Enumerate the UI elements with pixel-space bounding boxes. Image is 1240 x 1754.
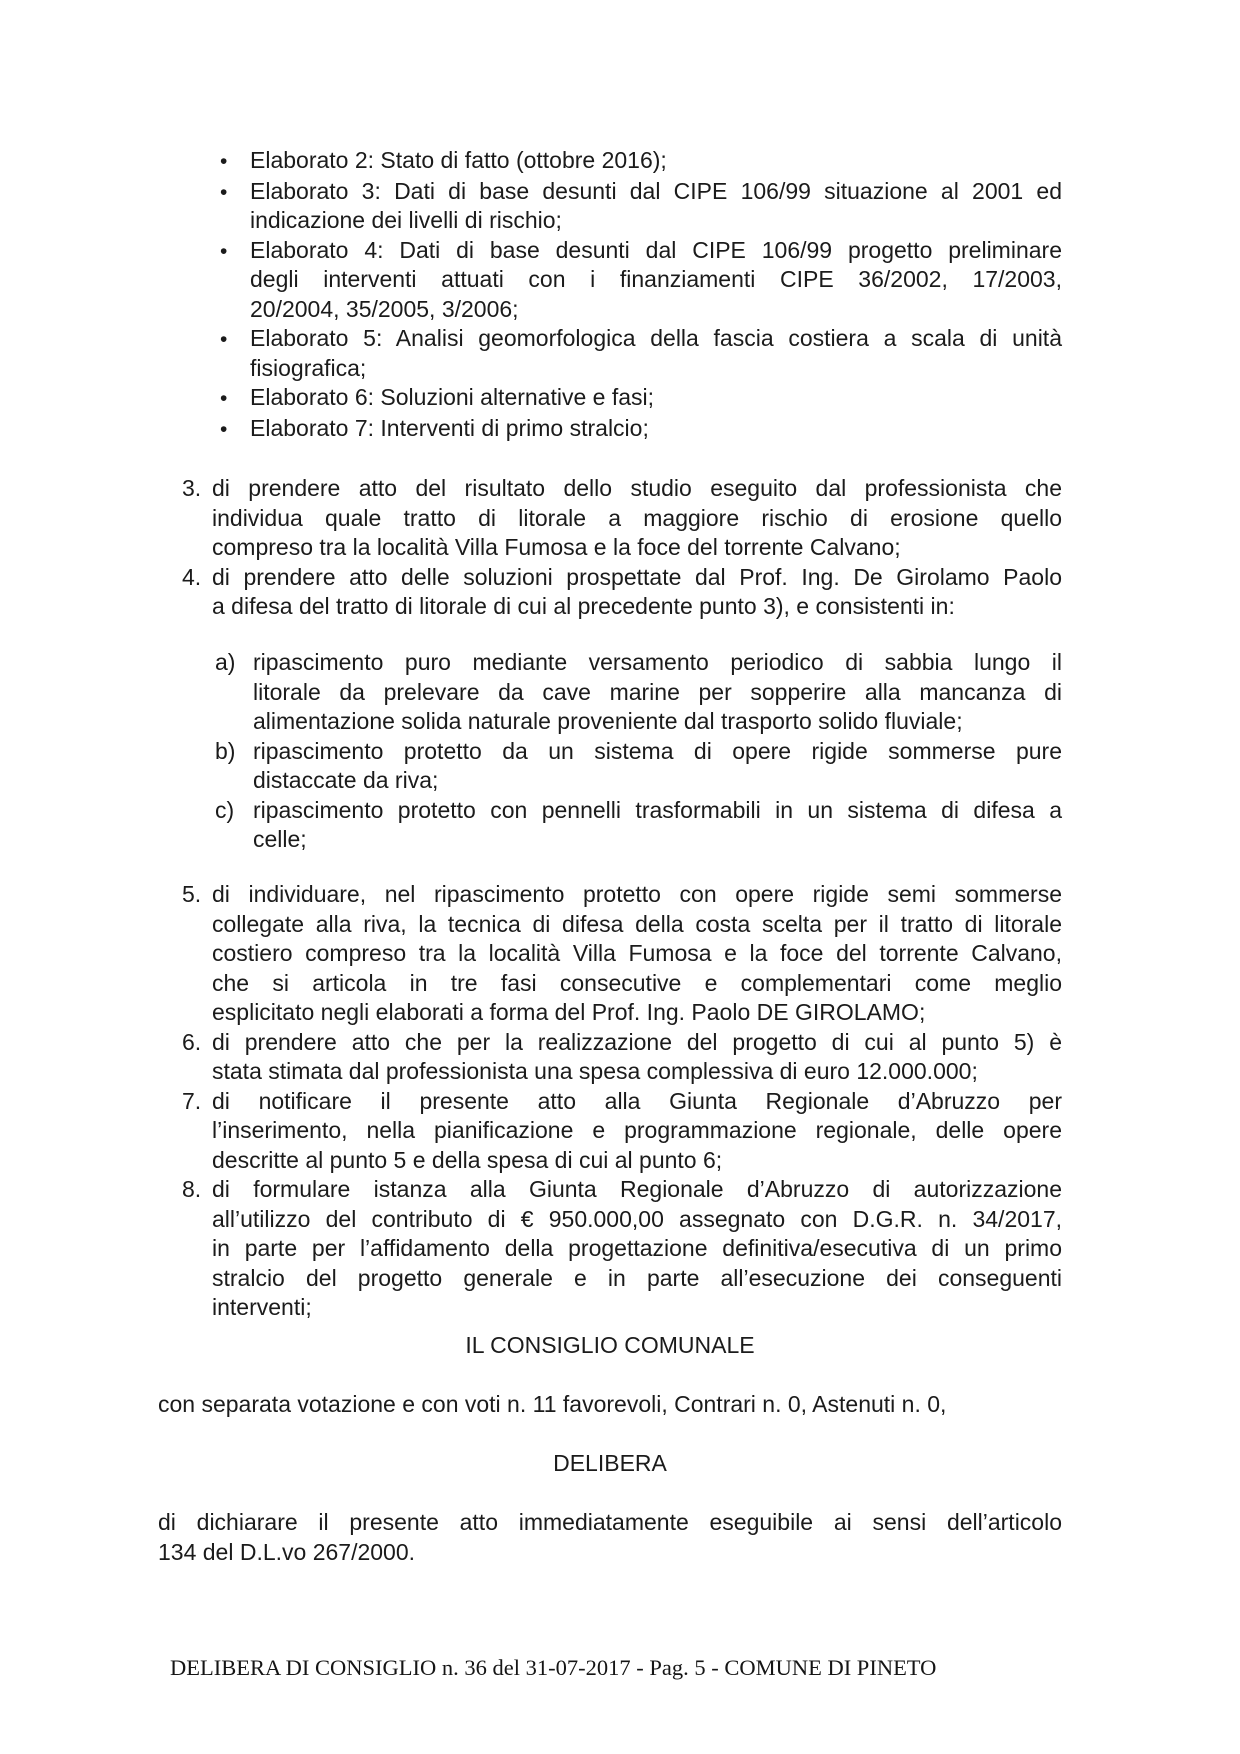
text-line: di individuare, nel ripascimento protetto con opere rigide semi sommerse	[212, 881, 1062, 907]
lettered-item	[158, 737, 1062, 796]
bullet-item-text	[250, 146, 1062, 176]
heading-delibera: DELIBERA	[553, 1450, 667, 1476]
bullet-marker	[220, 414, 250, 445]
numbered-item	[158, 880, 1062, 1028]
bullet-marker	[220, 146, 250, 177]
item-number: 3.	[182, 475, 202, 501]
heading-consiglio-comunale: IL CONSIGLIO COMUNALE	[465, 1332, 755, 1358]
text-line: alimentazione solida naturale proveniente dal trasporto solido fluviale;	[253, 708, 963, 734]
bullet-icon: •	[220, 239, 228, 263]
page-footer: DELIBERA DI CONSIGLIO n. 36 del 31-07-2017 - Pag. 5 - COMUNE DI PINETO	[170, 1655, 937, 1680]
lettered-item-text	[253, 796, 1062, 855]
bullet-item-text	[250, 324, 1062, 383]
numbered-item-text	[212, 1087, 1062, 1176]
lettered-item	[158, 648, 1062, 737]
text-line: che si articola in tre fasi consecutive e complementari come meglio	[212, 969, 1062, 996]
lettered-item-text	[253, 648, 1062, 737]
bullet-icon: •	[220, 150, 228, 173]
text-line: celle;	[253, 826, 307, 852]
text-line: 20/2004, 35/2005, 3/2006;	[250, 295, 519, 322]
text-line: costiero compreso tra la località Villa Fumosa e la foce del torrente Calvano,	[212, 940, 1062, 966]
item-letter: c)	[215, 796, 235, 823]
text-line: descritte al punto 5 e della spesa di cui al punto 6;	[212, 1146, 723, 1173]
text-line: distaccate da riva;	[253, 767, 439, 793]
text-line: stralcio del progetto generale e in parte all’esecuzione dei conseguenti	[212, 1264, 1062, 1291]
bullet-item-text	[250, 236, 1062, 325]
text-line: degli interventi attuati con i finanziamenti CIPE 36/2002, 17/2003,	[250, 266, 1062, 292]
bullet-item	[158, 414, 1062, 445]
text-line: Elaborato 3: Dati di base desunti dal CIPE 106/99 situazione al 2001 ed	[250, 177, 1062, 204]
lettered-item	[158, 796, 1062, 855]
text-line: l’inserimento, nella pianificazione e programmazione regionale, delle opere	[212, 1117, 1062, 1143]
text-line: Elaborato 6: Soluzioni alternative e fasi;	[250, 384, 655, 410]
text-line: di notificare il presente atto alla Giunta Regionale d’Abruzzo per	[212, 1087, 1062, 1114]
item-number: 7.	[182, 1087, 202, 1114]
text-line: di dichiarare il presente atto immediatamente eseguibile ai sensi dell’articolo	[158, 1509, 1062, 1535]
bullet-marker	[220, 177, 250, 208]
text-line: esplicitato negli elaborati a forma del Prof. Ing. Paolo DE GIROLAMO;	[212, 999, 926, 1025]
text-line: collegate alla riva, la tecnica di difesa della costa scelta per il tratto di litorale	[212, 910, 1062, 937]
bullet-marker	[220, 324, 250, 355]
bullet-item-text	[250, 177, 1062, 236]
text-line: litorale da prelevare da cave marine per sopperire alla mancanza di	[253, 678, 1062, 705]
numbered-item-text	[212, 1028, 1062, 1087]
bullet-icon: •	[220, 387, 228, 410]
text-line: ripascimento protetto con pennelli trasformabili in un sistema di difesa a	[253, 796, 1062, 823]
bullet-item	[158, 177, 1062, 236]
text-line: Elaborato 4: Dati di base desunti dal CIPE 106/99 progetto preliminare	[250, 236, 1062, 263]
item-letter: a)	[215, 649, 236, 675]
text-line: ripascimento protetto da un sistema di opere rigide sommerse pure	[253, 737, 1062, 764]
bullet-marker	[220, 236, 250, 267]
item-number: 4.	[182, 563, 202, 590]
numbered-item-text	[212, 474, 1062, 563]
text-line: ripascimento puro mediante versamento periodico di sabbia lungo il	[253, 649, 1062, 675]
numbered-item	[158, 474, 1062, 563]
bullet-item	[158, 324, 1062, 383]
text-line: 134 del D.L.vo 267/2000.	[158, 1538, 416, 1565]
bullet-list	[158, 146, 1062, 444]
numbered-item	[158, 563, 1062, 622]
votes-paragraph: con separata votazione e con voti n. 11 favorevoli, Contrari n. 0, Astenuti n. 0,	[158, 1391, 947, 1417]
bullet-item	[158, 383, 1062, 414]
item-letter: b)	[215, 737, 236, 764]
lettered-item-text	[253, 737, 1062, 796]
item-number: 8.	[182, 1176, 202, 1202]
text-line: indicazione dei livelli di rischio;	[250, 207, 562, 233]
text-line: Elaborato 7: Interventi di primo stralcio;	[250, 414, 649, 441]
text-line: individua quale tratto di litorale a maggiore rischio di erosione quello	[212, 504, 1062, 531]
numbered-item-text	[212, 880, 1062, 1028]
text-line: Elaborato 2: Stato di fatto (ottobre 2016);	[250, 147, 667, 173]
bullet-item-text	[250, 414, 1062, 444]
numbered-item-text	[212, 563, 1062, 622]
bullet-marker	[220, 383, 250, 414]
lettered-list	[158, 648, 1062, 855]
item-number: 5.	[182, 881, 202, 907]
bullet-item	[158, 146, 1062, 177]
numbered-list-5-8	[158, 880, 1062, 1323]
text-line: di prendere atto delle soluzioni prospettate dal Prof. Ing. De Girolamo Paolo	[212, 563, 1062, 590]
text-line: all’utilizzo del contributo di € 950.000,00 assegnato con D.G.R. n. 34/2017,	[212, 1205, 1062, 1232]
text-line: stata stimata dal professionista una spesa complessiva di euro 12.000.000;	[212, 1058, 978, 1084]
text-line: di formulare istanza alla Giunta Regionale d’Abruzzo di autorizzazione	[212, 1176, 1062, 1202]
text-line: fisiografica;	[250, 354, 367, 381]
text-line: interventi;	[212, 1294, 312, 1320]
bullet-icon: •	[220, 328, 228, 351]
numbered-item	[158, 1087, 1062, 1176]
numbered-item-text	[212, 1175, 1062, 1323]
numbered-list-3-4	[158, 474, 1062, 622]
bullet-icon: •	[220, 180, 228, 204]
text-line: compreso tra la località Villa Fumosa e la foce del torrente Calvano;	[212, 534, 901, 560]
numbered-item	[158, 1028, 1062, 1087]
numbered-item	[158, 1175, 1062, 1323]
text-line: di prendere atto che per la realizzazione del progetto di cui al punto 5) è	[212, 1028, 1062, 1055]
bullet-item	[158, 236, 1062, 325]
bullet-item-text	[250, 383, 1062, 413]
item-number: 6.	[182, 1028, 202, 1055]
text-line: in parte per l’affidamento della progettazione definitiva/esecutiva di un primo	[212, 1235, 1062, 1261]
bullet-icon: •	[220, 417, 228, 441]
text-line: Elaborato 5: Analisi geomorfologica della fascia costiera a scala di unità	[250, 325, 1062, 351]
text-line: a difesa del tratto di litorale di cui al precedente punto 3), e consistenti in:	[212, 593, 955, 619]
text-line: di prendere atto del risultato dello studio eseguito dal professionista che	[212, 475, 1062, 501]
closing-paragraph	[158, 1508, 1062, 1567]
